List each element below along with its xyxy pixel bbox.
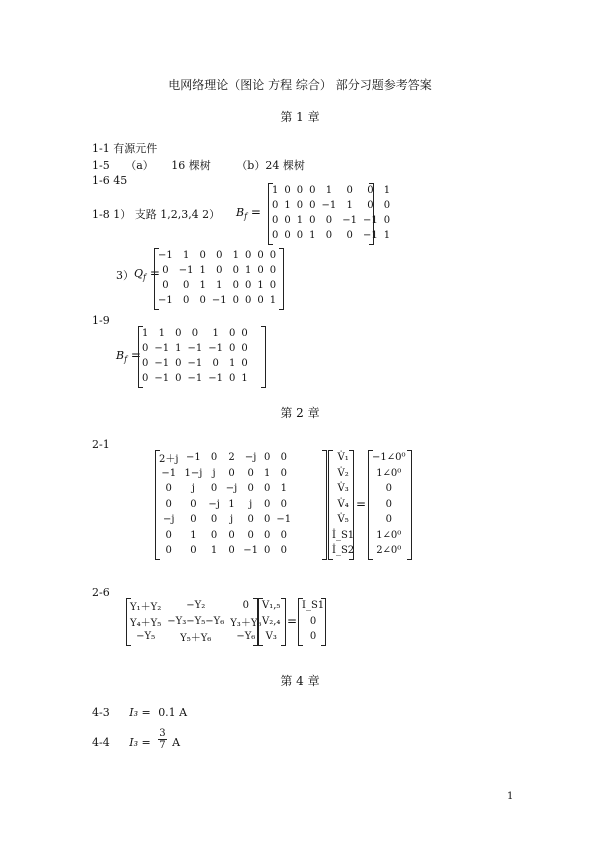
qf-cell: 0: [216, 250, 223, 261]
qf-cell: −1: [158, 250, 173, 261]
bf-1-9-cell: 1: [142, 328, 149, 339]
bf-1-9-cell: 0: [229, 328, 236, 339]
b-2-1-row: [369, 481, 409, 497]
qf-cell: 1: [269, 295, 277, 306]
bf-1-9-cell: −1: [208, 373, 223, 384]
bf-1-8-cell: 0: [309, 200, 316, 211]
qf-cell: 0: [245, 295, 252, 306]
current-vector-2-6: [298, 598, 326, 646]
a-2-1-row: [156, 450, 294, 466]
a-2-1-cell: 0: [264, 529, 271, 541]
x-2-1-row: [329, 512, 357, 528]
a-2-6-cell: −Y₂: [186, 600, 206, 612]
x-2-6-row: [259, 598, 283, 614]
bf-1-9-cell: 0: [229, 343, 236, 354]
bf-1-8-cell: 0: [284, 185, 291, 196]
bf-1-9-cell: 0: [175, 358, 182, 369]
a-2-1-cell: 0: [228, 545, 235, 557]
qf-cell: 0: [245, 280, 252, 291]
qf-cell: 0: [257, 265, 264, 276]
bf-1-9-cell: 0: [229, 373, 236, 384]
a-2-1-cell: 1−j: [184, 467, 203, 479]
a-2-1-cell: 2＋j: [159, 454, 179, 466]
b-2-1-cell: 0: [385, 498, 392, 510]
bf-1-8-cell: −1: [363, 215, 378, 226]
b-2-1-row: [369, 528, 409, 544]
answer-1-8-label: 1-8 1） 支路 1,2,3,4 2）: [92, 208, 221, 221]
bf-1-9-row: [139, 356, 251, 371]
bf-1-8-cell: 1: [296, 215, 304, 226]
a-2-1-cell: −j: [225, 483, 238, 495]
qf-cell: 0: [269, 280, 277, 291]
a-2-6-row: [127, 614, 264, 630]
a-2-1-cell: 0: [280, 452, 287, 464]
bf-1-8-row: [269, 183, 393, 198]
qf-cell: 0: [257, 250, 264, 261]
a-2-1-row: [156, 481, 294, 497]
x-2-1-cell: V̇₄: [337, 498, 349, 510]
a-2-1-cell: 0: [165, 529, 172, 541]
a-2-1-cell: 0: [190, 498, 197, 510]
bf-1-8-cell: 0: [272, 215, 279, 226]
bf-1-9-cell: −1: [187, 343, 203, 354]
bf-1-8-cell: 1: [309, 230, 316, 241]
a-2-6-cell: −Y₅: [136, 631, 156, 643]
a-2-1-cell: 0: [264, 514, 271, 526]
bf-1-9-cell: 0: [142, 358, 149, 369]
chapter-4-heading: 第 4 章: [280, 674, 320, 688]
bf-matrix-1-8-table: [269, 183, 393, 243]
answer-1-5: [92, 157, 305, 173]
x-2-6-row: [259, 629, 283, 645]
equals-sign-2-1: =: [356, 497, 367, 511]
qf-row: [155, 248, 279, 263]
bf-1-9-row: [139, 371, 251, 386]
x-2-1-cell: İ_S2: [332, 545, 355, 557]
b-2-1-row: [369, 466, 409, 482]
voltage-vector-2-6-table: [259, 598, 283, 645]
bf-1-9-cell: 0: [142, 373, 149, 384]
qf-cell: −1: [158, 295, 173, 306]
b-2-6-cell: I_S1: [302, 600, 325, 612]
a-2-1-cell: 0: [247, 483, 254, 495]
chapter-2-heading: 第 2 章: [280, 406, 320, 420]
a-2-6-cell: Y₃＋Y₆: [230, 617, 262, 629]
a-2-1-cell: 0: [210, 483, 218, 495]
equals-sign-2-6: =: [287, 614, 298, 628]
bf-1-8-cell: −1: [321, 200, 337, 211]
a-2-1-cell: −1: [243, 545, 259, 557]
answer-1-5-b: （b）24 棵树: [236, 159, 305, 172]
x-2-1-row: [329, 497, 357, 513]
bf-1-8-cell: 0: [383, 200, 391, 211]
bf-1-8-cell: 0: [367, 185, 374, 196]
a-2-1-cell: 0: [190, 545, 197, 557]
answer-4-4: [92, 728, 180, 751]
bf-1-9-cell: 0: [241, 328, 248, 339]
a-2-1-cell: 0: [165, 545, 172, 557]
answer-2-1-label: 2-1: [92, 438, 110, 451]
a-2-1-cell: j: [229, 514, 234, 526]
x-2-1-row: [329, 528, 357, 544]
a-2-1-cell: 0: [210, 529, 218, 541]
qf-cell: 1: [199, 265, 206, 276]
bf-1-8-cell: 0: [296, 185, 304, 196]
answer-1-1: 1-1 有源元件: [92, 142, 158, 155]
a-2-1-cell: 0: [247, 514, 254, 526]
page-title: 电网络理论（图论 方程 综合） 部分习题参考答案: [168, 78, 432, 92]
qf-cell: 1: [182, 250, 190, 261]
a-2-1-cell: 0: [165, 483, 172, 495]
x-2-1-cell: V̇₂: [337, 467, 349, 479]
b-2-1-row: [369, 497, 409, 513]
a-2-1-cell: 1: [228, 498, 235, 510]
bf-1-9-row: [139, 326, 251, 341]
b-2-6-row: [299, 629, 327, 645]
bf-1-8-cell: 1: [383, 230, 391, 241]
a-2-1-cell: 0: [210, 514, 218, 526]
a-2-1-cell: 0: [264, 452, 271, 464]
coefficient-matrix-2-1-table: [156, 450, 294, 559]
qf-cell: 1: [257, 280, 264, 291]
qf-cell: 0: [269, 265, 277, 276]
a-2-6-cell: −Y₆: [236, 631, 256, 643]
bf-matrix-1-9-table: [139, 326, 251, 386]
x-2-1-cell: V̇₃: [337, 483, 349, 495]
x-2-1-row: [329, 481, 357, 497]
qf-row: [155, 263, 279, 278]
bf-1-9-cell: −1: [187, 358, 203, 369]
qf-matrix-table: [155, 248, 279, 308]
bf-1-9-cell: 1: [158, 328, 165, 339]
x-2-1-cell: İ_S1: [332, 529, 355, 541]
b-2-1-cell: 0: [385, 483, 392, 495]
bf-1-8-cell: −1: [363, 230, 378, 241]
x-2-1-cell: V̇₁: [337, 452, 349, 464]
fraction: [158, 728, 166, 751]
a-2-1-cell: −j: [244, 452, 257, 464]
a-2-1-cell: 1: [264, 467, 271, 479]
voltage-vector-2-6: [258, 598, 286, 646]
a-2-1-cell: 0: [264, 545, 271, 557]
a-2-6-cell: Y₁＋Y₂: [130, 602, 162, 614]
a-2-1-cell: 0: [190, 514, 197, 526]
a-2-1-cell: 0: [280, 529, 287, 541]
answer-4-3-lhs: I₃ =: [129, 706, 151, 719]
a-2-1-row: [156, 512, 294, 528]
bf-1-9-cell: 0: [142, 343, 149, 354]
a-2-1-cell: 0: [280, 498, 287, 510]
bf-1-8-cell: 0: [325, 215, 333, 226]
qf-cell: 0: [232, 265, 239, 276]
qf-cell: 1: [216, 280, 223, 291]
bf-1-8-cell: 0: [284, 215, 291, 226]
current-vector-2-6-table: [299, 598, 327, 645]
qf-cell: 0: [232, 280, 239, 291]
bf-1-9-cell: 0: [175, 328, 182, 339]
bf-1-9-cell: 1: [212, 328, 219, 339]
bf-1-9-cell: 1: [229, 358, 236, 369]
bf-1-9-cell: −1: [187, 373, 203, 384]
bf-1-8-row: [269, 228, 393, 243]
qf-row: [155, 293, 279, 308]
bf-1-9-cell: 0: [241, 358, 248, 369]
a-2-1-cell: j: [249, 498, 253, 510]
qf-cell: 0: [199, 250, 206, 261]
a-2-1-cell: 1: [190, 529, 197, 541]
qf-cell: 0: [269, 250, 277, 261]
answer-1-6: 1-6 45: [92, 174, 128, 187]
x-2-6-cell: V₁,₅: [262, 600, 281, 612]
fraction-denominator: 7: [159, 740, 166, 751]
a-2-6-row: [127, 598, 264, 614]
a-2-1-row: [156, 528, 294, 544]
source-vector-2-1-table: [369, 450, 409, 559]
x-2-6-cell: V₃: [265, 631, 277, 643]
a-2-1-cell: −1: [276, 514, 292, 526]
bf-1-8-cell: 0: [346, 185, 353, 196]
qf-cell: 0: [232, 295, 239, 306]
answer-4-4-label: 4-4: [92, 736, 110, 749]
a-2-1-row: [156, 466, 294, 482]
qf-cell: 1: [199, 280, 206, 291]
answer-4-3-label: 4-3: [92, 706, 110, 719]
a-2-1-cell: −j: [162, 514, 175, 526]
bf-matrix-1-8: [268, 183, 391, 245]
a-2-1-row: [156, 543, 294, 559]
a-2-6-cell: Y₅＋Y₆: [180, 633, 212, 645]
answer-2-6-label: 2-6: [92, 586, 110, 599]
a-2-1-cell: −1: [161, 467, 177, 479]
bf-1-8-row: [269, 213, 393, 228]
qf-symbol: $Q_f$ =: [134, 266, 160, 283]
fraction-numerator: 3: [159, 728, 166, 739]
qf-matrix: [154, 248, 284, 310]
b-2-6-cell: 0: [309, 615, 317, 627]
bf-1-8-cell: 1: [325, 185, 333, 196]
a-2-1-row: [156, 497, 294, 513]
page-number: 1: [507, 791, 514, 802]
bf-1-9-cell: −1: [208, 343, 223, 354]
a-2-1-cell: 1: [280, 483, 287, 495]
bf-1-9-cell: −1: [154, 358, 170, 369]
a-2-6-cell: Y₄＋Y₅: [130, 617, 162, 629]
b-2-6-cell: 0: [309, 631, 317, 643]
qf-row: [155, 278, 279, 293]
a-2-1-cell: 0: [228, 467, 235, 479]
qf-cell: −1: [178, 265, 194, 276]
qf-cell: 0: [182, 280, 190, 291]
bf-1-8-row: [269, 198, 393, 213]
bf-1-9-cell: 0: [241, 343, 248, 354]
answer-1-5-a-val: 16 棵树: [171, 159, 211, 172]
bf-1-8-cell: 0: [325, 230, 333, 241]
answer-1-8-q-label: 3）: [116, 269, 134, 282]
a-2-1-cell: 1: [210, 545, 218, 557]
answer-1-5-a: （a）: [125, 159, 154, 172]
x-2-6-row: [259, 614, 283, 630]
answer-4-3-rhs: 0.1 A: [158, 706, 188, 719]
answer-4-4-lhs: I₃ =: [129, 736, 151, 749]
bf-1-8-cell: 0: [296, 200, 304, 211]
bf-1-8-cell: 1: [383, 185, 391, 196]
bf-symbol-1-9: $B_f$ =: [116, 348, 141, 365]
a-2-1-cell: j: [191, 483, 195, 495]
b-2-1-cell: 0: [385, 514, 392, 526]
bf-matrix-1-9: [138, 326, 266, 388]
a-2-1-cell: 0: [264, 483, 271, 495]
bf-1-9-row: [139, 341, 251, 356]
qf-cell: 0: [216, 265, 223, 276]
b-2-6-row: [299, 614, 327, 630]
answer-4-3: [92, 706, 187, 719]
qf-cell: 0: [257, 295, 264, 306]
bf-1-9-cell: 0: [191, 328, 199, 339]
x-2-1-cell: V̇₅: [337, 514, 349, 526]
qf-cell: 1: [232, 250, 239, 261]
bf-1-8-cell: 1: [346, 200, 353, 211]
b-2-1-cell: 2∠0⁰: [376, 545, 402, 557]
bf-1-9-cell: −1: [154, 373, 170, 384]
a-2-6-cell: 0: [242, 600, 249, 612]
a-2-1-cell: −j: [208, 498, 220, 510]
a-2-6-cell: −Y₃−Y₅−Y₆: [167, 615, 225, 627]
b-2-1-cell: −1∠0⁰: [372, 452, 406, 464]
x-2-1-row: [329, 543, 357, 559]
bf-1-8-cell: 0: [284, 230, 291, 241]
b-2-6-row: [299, 598, 327, 614]
a-2-1-cell: 2: [228, 452, 235, 464]
x-2-1-row: [329, 450, 357, 466]
b-2-1-cell: 1∠0⁰: [376, 467, 402, 479]
bf-1-8-cell: 0: [309, 215, 316, 226]
admittance-matrix-2-6-table: [127, 598, 264, 645]
a-2-1-cell: −1: [186, 452, 201, 464]
a-2-1-cell: 0: [165, 498, 172, 510]
a-2-1-cell: 0: [247, 529, 254, 541]
b-2-1-row: [369, 450, 409, 466]
bf-1-8-cell: 0: [346, 230, 353, 241]
qf-cell: 0: [162, 280, 169, 291]
chapter-1-heading: 第 1 章: [280, 110, 320, 124]
a-2-1-cell: 0: [280, 545, 287, 557]
bf-1-9-cell: 0: [212, 358, 219, 369]
bf-1-9-cell: 1: [241, 373, 248, 384]
bf-1-9-cell: −1: [154, 343, 170, 354]
b-2-1-row: [369, 512, 409, 528]
bf-symbol-1-8: $B_f$ =: [236, 205, 261, 222]
a-2-1-cell: 0: [210, 452, 218, 464]
a-2-1-cell: j: [212, 467, 216, 479]
bf-1-8-cell: 0: [296, 230, 304, 241]
answer-4-4-unit: A: [172, 736, 181, 749]
qf-cell: 0: [245, 250, 252, 261]
qf-cell: 0: [182, 295, 190, 306]
bf-1-8-cell: 1: [284, 200, 291, 211]
bf-1-8-cell: 0: [272, 230, 279, 241]
b-2-1-row: [369, 543, 409, 559]
qf-cell: 0: [162, 265, 169, 276]
bf-1-9-cell: 1: [175, 343, 182, 354]
bf-1-8-cell: −1: [342, 215, 357, 226]
x-2-6-cell: V₂,₄: [262, 615, 281, 627]
bf-1-8-cell: 1: [272, 185, 279, 196]
answer-1-5-num: 1-5: [92, 159, 110, 172]
admittance-matrix-2-6: [126, 598, 262, 646]
a-2-1-cell: 0: [247, 467, 254, 479]
a-2-6-row: [127, 629, 264, 645]
coefficient-matrix-2-1: [155, 450, 327, 560]
source-vector-2-1: [368, 450, 412, 560]
a-2-1-cell: 0: [264, 498, 271, 510]
qf-cell: −1: [211, 295, 227, 306]
x-2-1-row: [329, 466, 357, 482]
bf-1-8-cell: 0: [272, 200, 279, 211]
a-2-1-cell: 0: [228, 529, 235, 541]
qf-cell: 0: [199, 295, 206, 306]
answer-1-9-label: 1-9: [92, 314, 110, 327]
bf-1-8-cell: 0: [383, 215, 391, 226]
unknown-vector-2-1: [328, 450, 354, 560]
bf-1-8-cell: 0: [309, 185, 316, 196]
a-2-1-cell: 0: [280, 467, 287, 479]
bf-1-9-cell: 0: [175, 373, 182, 384]
qf-cell: 1: [245, 265, 252, 276]
b-2-1-cell: 1∠0⁰: [376, 529, 402, 541]
bf-1-8-cell: 0: [367, 200, 374, 211]
unknown-vector-2-1-table: [329, 450, 357, 559]
